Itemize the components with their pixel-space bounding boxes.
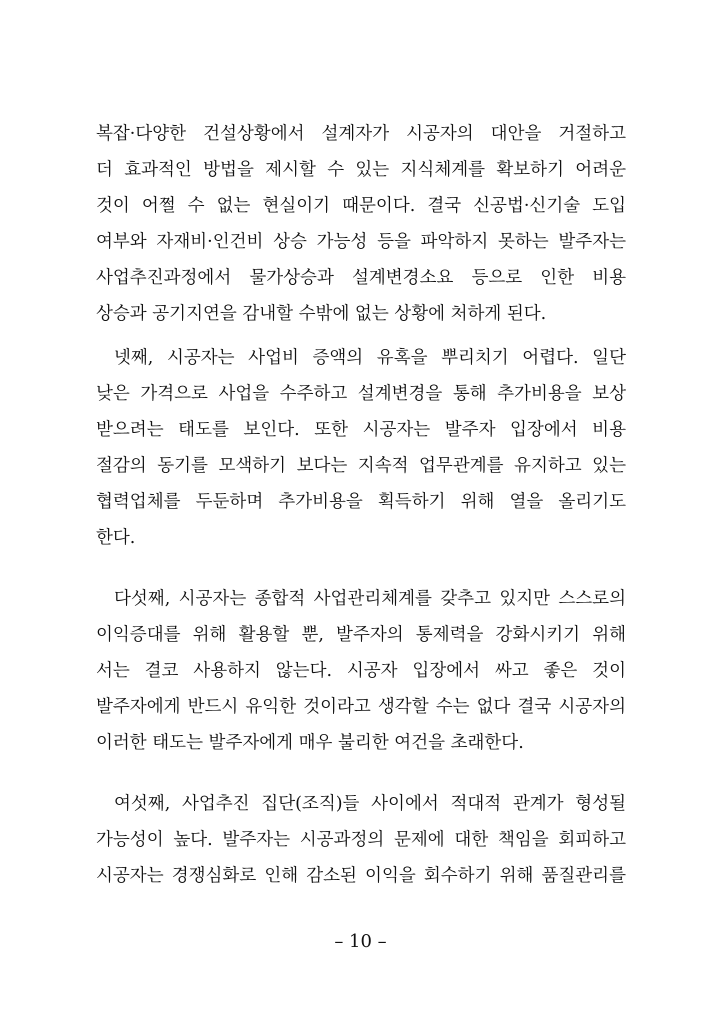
text-line: 이러한 태도는 발주자에게 매우 불리한 여건을 초래한다. [96,733,524,753]
text-line: 절감의 동기를 모색하기 보다는 지속적 업무관계를 유지하고 있는 [96,456,626,476]
text-line: 받으려는 태도를 보인다. 또한 시공자는 발주자 입장에서 비용 [96,420,626,440]
text-line: 가능성이 높다. 발주자는 시공과정의 문제에 대한 책임을 회피하고 [96,830,626,850]
text-line: 이익증대를 위해 활용할 뿐, 발주자의 통제력을 강화시키기 위해 [96,625,626,645]
paragraph-fifth [96,581,626,761]
text-line: 여섯째, 사업추진 집단(조직)들 사이에서 적대적 관계가 형성될 [114,794,626,814]
text-line: 서는 결코 사용하지 않는다. 시공자 입장에서 싸고 좋은 것이 [96,661,626,681]
text-line: 상승과 공기지연을 감내할 수밖에 없는 상황에 처하게 된다. [96,304,547,324]
paragraph-1 [96,116,626,332]
text-line: 낮은 가격으로 사업을 수주하고 설계변경을 통해 추가비용을 보상 [96,384,626,404]
text-line: 사업추진과정에서 물가상승과 설계변경소요 등으로 인한 비용 [96,268,626,288]
text-line: 더 효과적인 방법을 제시할 수 있는 지식체계를 확보하기 어려운 [96,160,626,180]
text-line: 넷째, 시공자는 사업비 증액의 유혹을 뿌리치기 어렵다. 일단 [114,348,626,368]
text-line: 다섯째, 시공자는 종합적 사업관리체계를 갖추고 있지만 스스로의 [114,589,626,609]
text-line: 것이 어쩔 수 없는 현실이기 때문이다. 결국 신공법·신기술 도입 [96,196,626,216]
paragraph-sixth [96,786,626,894]
text-line: 복잡·다양한 건설상황에서 설계자가 시공자의 대안을 거절하고 [96,124,626,144]
text-line: 한다. [96,528,136,548]
paragraph-fourth [96,340,626,556]
page-number: – 10 – [334,931,387,952]
text-line: 발주자에게 반드시 유익한 것이라고 생각할 수는 없다 결국 시공자의 [96,697,626,717]
text-line: 여부와 자재비·인건비 상승 가능성 등을 파악하지 못하는 발주자는 [96,232,626,252]
text-line: 시공자는 경쟁심화로 인해 감소된 이익을 회수하기 위해 품질관리를 [96,866,626,886]
text-line: 협력업체를 두둔하며 추가비용을 획득하기 위해 열을 올리기도 [96,492,626,512]
